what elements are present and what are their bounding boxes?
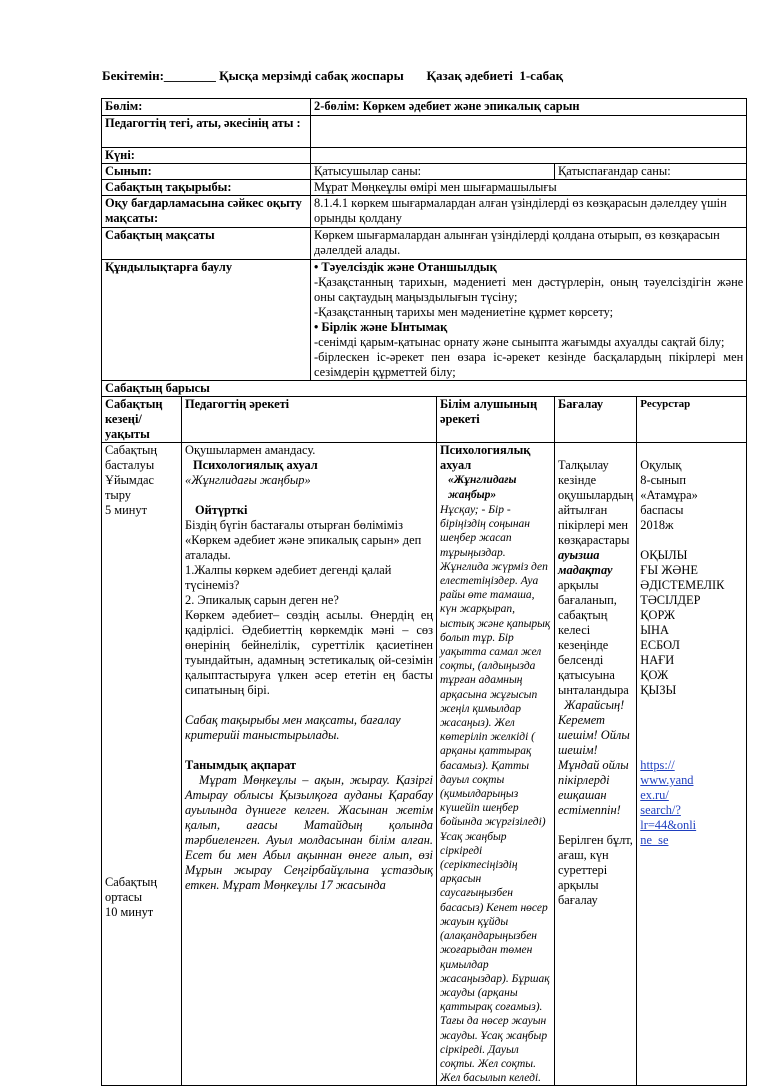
literature-definition: Көркем әдебиет– сөздің асылы. Өнердің ең қадірлісі. Әдебиеттің көркемдік мәні – сөз өнерінің бейнелілік, суреттілік қасиетінен туындайтын, адамның эстетикалық ой-сезімін қалыптастыруға үлкен әсер ететін ең басты сипатының бірі.	[185, 608, 433, 697]
lesson-plan-table	[101, 98, 747, 1086]
row-topic	[102, 180, 747, 196]
section-label: Бөлім:	[102, 99, 311, 116]
resource-book-3: ӘДІСТЕМЕЛІК	[640, 578, 725, 592]
row-values	[102, 260, 747, 381]
values-label: Құндылықтарға баулу	[102, 260, 311, 381]
resource-book-10: ҚЫЗЫ	[640, 683, 677, 697]
resource-line-2: 8-сынып	[640, 473, 686, 487]
resource-line-5: 2018ж	[640, 518, 674, 532]
objective-label: Оқу бағдарламасына сәйкес оқыту мақсаты:	[102, 196, 311, 228]
absent-label: Қатыспағандар саны:	[555, 164, 747, 180]
teacher-value	[311, 116, 747, 148]
row-progress-header	[102, 397, 747, 443]
teacher-psy-subtitle: «Жұнглидағы жаңбыр»	[185, 473, 311, 487]
assess-text-1: Талқылау кезінде оқушылардың айтылған пікірлері мен көзқарастары	[558, 458, 634, 547]
values-content	[311, 260, 747, 381]
present-label: Қатысушылар саны:	[311, 164, 555, 180]
info-heading: Танымдық ақпарат	[185, 758, 297, 772]
question-1: 1.Жалпы көркем әдебиет дегенді қалай түсінеміз?	[185, 563, 392, 592]
topic-label: Сабақтың тақырыбы:	[102, 180, 311, 196]
date-label: Күні:	[102, 148, 311, 164]
resource-line-1: Оқулық	[640, 458, 682, 472]
document-title: Бекітемін:________ Қысқа мерзімді сабақ жоспары Қазақ әдебиеті 1-сабақ	[102, 68, 564, 83]
row-teacher	[102, 116, 747, 148]
objective-value: 8.1.4.1 көркем шығармалардан алған үзінділерді өз көзқарасын дәлелдеу үшін орынды қолдану	[311, 196, 747, 228]
col-assess-header: Бағалау	[555, 397, 637, 443]
values-line-3: -сенімді қарым-қатынас орнату және сыныпта жағымды ахуалды сақтай білу;	[314, 335, 725, 349]
greeting-text: Оқушылармен амандасу.	[185, 443, 316, 457]
resource-link-2[interactable]: www.yand	[640, 773, 694, 787]
row-objective	[102, 196, 747, 228]
resource-book-5: ҚОРЖ	[640, 608, 676, 622]
student-activity-cell	[437, 443, 555, 1086]
stage-2-time: 10 минут	[105, 905, 154, 919]
row-lesson-goal	[102, 228, 747, 260]
resource-book-2: ҒЫ ЖӘНЕ	[640, 563, 698, 577]
row-date	[102, 148, 747, 164]
teacher-label: Педагогтің тегі, аты, әкесінің аты :	[102, 116, 311, 148]
date-value	[311, 148, 747, 164]
assess-picture-method: Берілген бұлт, ағаш, күн суреттері арқылы бағалау	[558, 833, 633, 907]
row-section	[102, 99, 747, 116]
row-class	[102, 164, 747, 180]
resource-link-4[interactable]: search/?	[640, 803, 681, 817]
progress-title: Сабақтың барысы	[102, 381, 747, 397]
lesson-goal-label: Сабақтың мақсаты	[102, 228, 311, 260]
student-psy-heading: Психологиялық ахуал	[440, 443, 531, 472]
question-2: 2. Эпикалық сарын деген не?	[185, 593, 339, 607]
praise-phrases: Жарайсың! Керемет шешім! Ойлы шешім! Мұндай ойлы пікірлерді ешқашан естімеппін!	[558, 698, 630, 817]
resource-link-3[interactable]: ex.ru/	[640, 788, 669, 802]
lesson-goal-value: Көркем шығармалардан алынған үзінділерді қолдана отырып, өз көзқарасын дәлелдей алады.	[311, 228, 747, 260]
assessment-cell	[555, 443, 637, 1086]
row-progress-body	[102, 443, 747, 1086]
resources-cell	[637, 443, 747, 1086]
resource-link-1[interactable]: https://	[640, 758, 675, 772]
think-paragraph: Біздің бүгін бастағалы отырған бөліміміз «Көркем әдебиет және эпикалық сарын» деп аталады.	[185, 518, 422, 562]
resource-line-3: «Атамұра»	[640, 488, 698, 502]
stage-2-label: Сабақтың ортасы	[105, 875, 157, 904]
stage-1-time: 5 минут	[105, 503, 148, 517]
resource-book-8: НАҒИ	[640, 653, 675, 667]
topic-value: Мұрат Мөңкеұлы өмірі мен шығармашылығы	[311, 180, 747, 196]
section-value: 2-бөлім: Көркем әдебиет және эпикалық сарын	[311, 99, 747, 116]
row-progress-title	[102, 381, 747, 397]
col-teacher-header: Педагогтің әрекеті	[182, 397, 437, 443]
think-heading: Ойтүрткі	[195, 503, 248, 517]
student-instructions: Нұсқау; - Бір - біріңіздің соңынан шеңбер жасап тұрыңыздар. Жұнглида жүрміз деп елестетіңіздер. Ауа райы өте тамаша, күн жарқырап, ыстық және қапырық болып тұр. Бір уақытта самал жел соқты, (алдыңызда тұрған адамның арқасына жұғысып жеңіл қимылдар жасаңыз). Жел көтеріліп желкіді ( арқаны қаттырақ басамыз). Қатты дауыл соқты (қимылдарыңыз күшейіп шеңбер бойында жүргізіледі) Ұсақ жаңбыр сіркіреді (серіктесіңіздің арқасын саусағыңызбен басасыз) Кенет нөсер жауын құйды (алақандарыңызбен жоғарыдан төмен қимылдар жасаңыздар). Бұршақ жауды (арқаны қаттырақ соғамыз). Тағы да нөсер жауын жауды. Ұсақ жаңбыр сіркіреді. Дауыл соқты. Жел соқты. Жел басылып келеді.	[440, 504, 551, 1085]
assess-text-2: арқылы бағаланып, сабақтың келесі кезеңінде белсенді қатысуына ынталандыра	[558, 578, 629, 697]
teacher-psy-heading: Психологиялық ахуал	[193, 458, 318, 472]
values-heading-1: • Тәуелсіздік және Отаншылдық	[314, 260, 497, 274]
resource-book-6: ЫНА	[640, 623, 669, 637]
resource-line-4: баспасы	[640, 503, 684, 517]
goal-note: Сабақ тақырыбы мен мақсаты, бағалау критерийі таныстырылады.	[185, 713, 401, 742]
values-heading-2: • Бірлік және Ынтымақ	[314, 320, 448, 334]
values-line-1: -Қазақстанның тарихын, мәдениеті мен дәстүрлерін, оның тәуелсіздігін және оны сақтаудың маңыздылығын түсіну;	[314, 275, 744, 304]
stage-1-label: Сабақтың басталуы Ұйымдас тыру	[105, 443, 157, 502]
resource-book-7: ЕСБОЛ	[640, 638, 680, 652]
info-text: Мұрат Мөңкеұлы – ақын, жырау. Қазіргі Атырау облысы Қызылқоға ауданы Қарабау ауылында дүниеге келген. Жасынан жетім қалып, ағасы Матайдың қолында тәрбиеленген. Ауыл молдасынан білім алған. Есет би мен Абыл ақыннан өнеге алып, өзі Мұрын жырау Сеңгірбайұлына ұстаздық еткен. Мұрат Мөңкеұлы 17 жасында	[185, 773, 433, 892]
student-psy-subtitle: «Жұнглидағы жаңбыр»	[448, 474, 517, 501]
col-stage-header: Сабақтың кезеңі/ уақыты	[102, 397, 182, 443]
col-resource-header: Ресурстар	[637, 397, 747, 443]
resource-link-5[interactable]: lr=44&onli	[640, 818, 697, 832]
assess-oral-praise: ауызша мадақтау	[558, 548, 613, 577]
class-label: Сынып:	[102, 164, 311, 180]
resource-link-6[interactable]: ne_se	[640, 833, 669, 847]
values-line-2: -Қазақстанның тарихы мен мәдениетіне құрмет көрсету;	[314, 305, 614, 319]
values-line-4: -бірлескен іс-әрекет пен өзара іс-әрекет кезінде басқалардың пікірлері мен сезімдерін құрметтей білу;	[314, 350, 744, 379]
teacher-activity-cell	[182, 443, 437, 1086]
resource-book-4: ТӘСІЛДЕР	[640, 593, 701, 607]
resource-book-9: ҚОЖ	[640, 668, 669, 682]
col-student-header: Білім алушының әрекеті	[437, 397, 555, 443]
stage-cell	[102, 443, 182, 1086]
resource-book-1: ОҚЫЛЫ	[640, 548, 688, 562]
